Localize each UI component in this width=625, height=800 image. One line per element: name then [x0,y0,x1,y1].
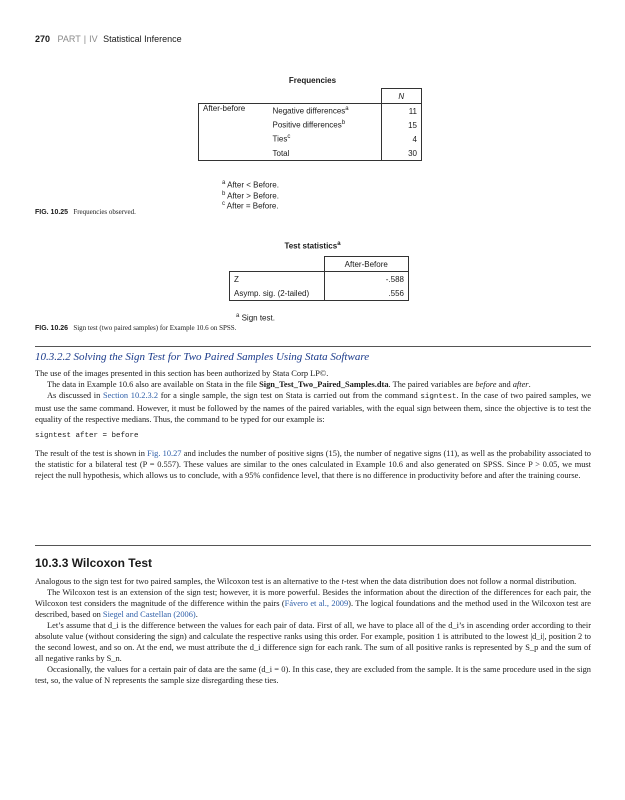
section-rule [35,346,591,347]
freq-col-header: N [381,89,422,104]
stat-row-value: .556 [324,286,409,301]
page-number: 270 [35,34,51,44]
code-line: signtest after = before [35,432,139,440]
stat-row-label: Asymp. sig. (2-tailed) [230,286,325,301]
freq-row-label: Positive differences$^b$ [272,120,346,130]
section-link[interactable]: Section 10.2.3.2 [103,391,159,400]
section-title: Statistical Inference [103,34,182,44]
stat-row-value: -.588 [324,272,409,287]
frequencies-table [198,88,422,161]
paragraph: The result of the test is shown in Fig. 10.27 and includes the number of positive signs (15), the number of negative signs (11), as well as the probability associated to the statistic for a bilateral test (P = 0.557). These values are similar to the ones calculated in Example 10.6 and also generated on SPSS. Since P > 0.05, we must reject the null hypothesis, which allows us to conclude, with a 95% confidence level, that there is no difference in productivity before and after the training course. [35,449,591,480]
stat-footnote: $^a$ Sign test. [236,313,275,323]
test-statistics-table [229,256,409,301]
citation-link[interactable]: Siegel and Castellan (2006) [102,610,196,619]
freq-row-label: Negative differences$^a$ [269,104,382,119]
paragraph: Analogous to the sign test for two paired samples, the Wilcoxon test is an alternative to the t-test when the data distribution does not follow a normal distribution. [35,577,577,586]
freq-row-value: 15 [381,118,422,132]
section-10-3-3-heading: 10.3.3 Wilcoxon Test [35,556,153,570]
freq-table-title: Frequencies [288,76,337,85]
freq-row-value: 11 [381,104,422,119]
paragraph: As discussed in Section 10.2.3.2 for a single sample, the sign test on Stata is carried out from the command signtest. In the case of two paired samples, we must use the same command. However, it must be followed by the names of the paired variables, with the equal sign between them, since the objective is to test the equality of the respective medians. Thus, the command to be typed for our example is: [35,391,591,424]
paragraph: The use of the images presented in this section has been authorized by Stata Corp LP©. [35,369,329,378]
paragraph: Occasionally, the values for a certain pair of data are the same (d_i = 0). In this case, they are excluded from the sample. It is the same procedure used in the sign test, so, the value of N represents the sample size disregarding these ties. [35,665,591,685]
freq-row-value: 4 [381,132,422,146]
freq-row-label: Ties$^c$ [272,134,291,144]
fig-10-26-caption: FIG. 10.26 Sign test (two paired samples) for Example 10.6 on SPSS. [35,324,237,332]
paragraph: The data in Example 10.6 also are available on Stata in the file Sign_Test_Two_Paired_Samples.dta. The paired variables are before and after. [47,380,531,389]
citation-link[interactable]: Fávero et al., 2009 [284,599,349,608]
section-10-3-2-2-heading: 10.3.2.2 Solving the Sign Test for Two Paired Samples Using Stata Software [35,351,370,363]
part-label: PART [57,34,81,44]
stat-row-label: Z [230,272,325,287]
freq-footnotes: $^a$ After < Before. $^b$ After > Before. $^c$ After = Before. [222,180,279,211]
stat-table-title: Test statistics$^a$ [284,241,341,251]
running-header: 270 PART | IV Statistical Inference [35,34,182,44]
section-10-3-3-body [35,576,591,686]
section-10-3-2-2-body [35,368,591,481]
part-number: IV [89,34,98,44]
paragraph: The Wilcoxon test is an extension of the sign test; however, it is more powerful. Besides the information about the direction of the differences for each pair, the Wilcoxon test considers the magnitude of the difference within the pairs (Fávero et al., 2009). The logical foundations and the method used in the Wilcoxon test are described, based on Siegel and Castellan (2006). [35,588,591,619]
fig-10-25-caption: FIG. 10.25 Frequencies observed. [35,208,136,216]
stat-col-header: After-Before [324,257,409,272]
section-rule [35,545,591,546]
freq-group-label: After-before [199,104,269,161]
paragraph: Let’s assume that d_i is the difference between the values for each pair of data. First of all, we have to place all of the d_i’s in ascending order according to their absolute value (without considering the sign) and calculate the respective ranks using this order. For example, position 1 is attributed to the lowest |d_i|, position 2 to the second lowest, and so on. At the end, we must attribute the d_i difference sign for each rank. The sum of all positive ranks is represented by S_p and the sum of all negative ranks by S_n. [35,621,591,663]
freq-row-label: Total [269,146,382,161]
freq-row-value: 30 [381,146,422,161]
figure-link[interactable]: Fig. 10.27 [147,449,182,458]
